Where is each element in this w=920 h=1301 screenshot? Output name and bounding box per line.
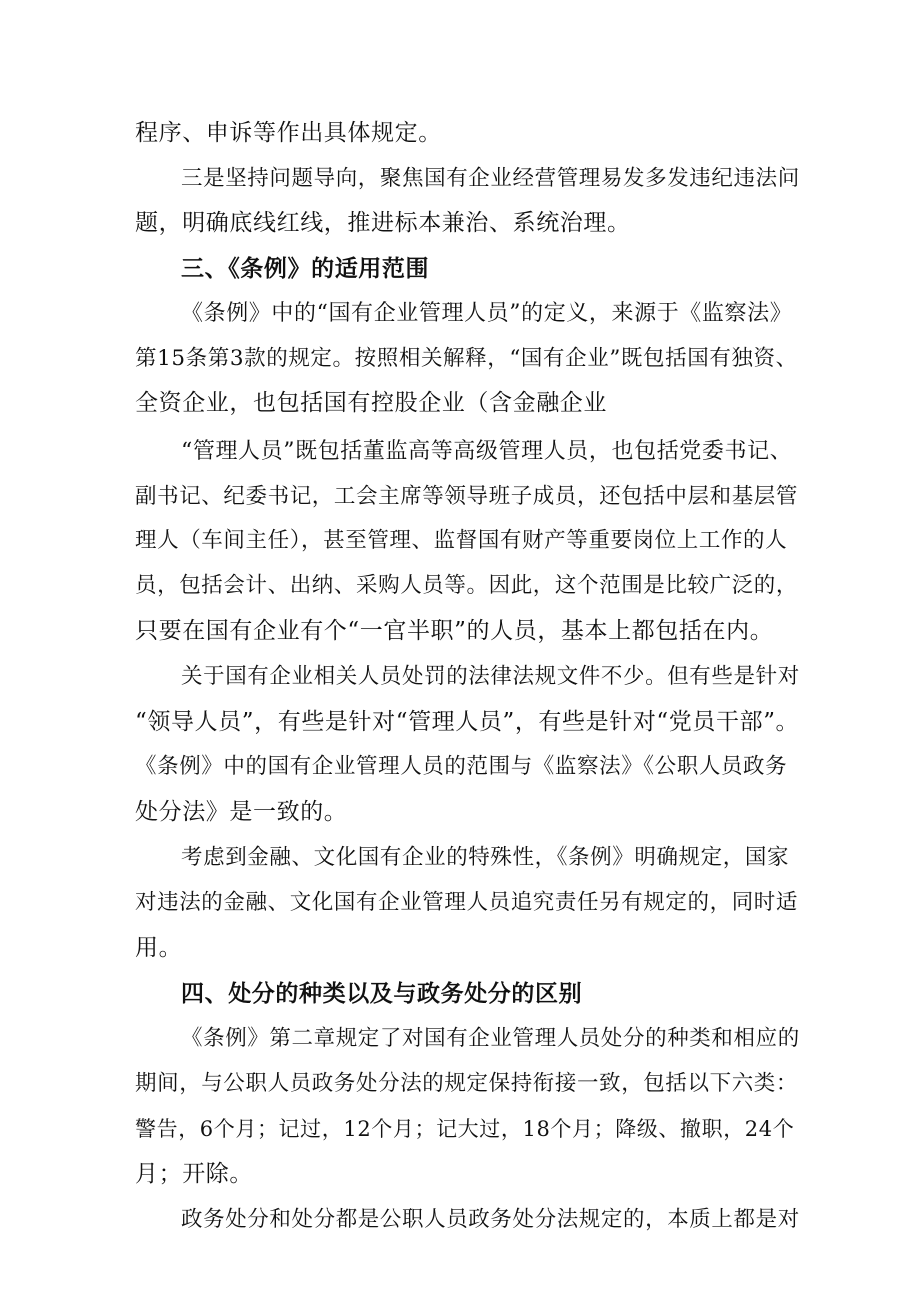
text-line: 《条例》中的“国有企业管理人员”的定义，来源于《监察法》 bbox=[181, 301, 793, 326]
text-line: 只要在国有企业有个“一官半职”的人员，基本上都包括在内。 bbox=[135, 618, 774, 644]
text-line: 程序、申诉等作出具体规定。 bbox=[135, 120, 442, 146]
text-line: 题，明确底线红线，推进标本兼治、系统治理。 bbox=[135, 210, 631, 236]
text-line: 政务处分和处分都是公职人员政务处分法规定的，本质上都是对 bbox=[181, 1207, 800, 1232]
text-line: 《条例》中的国有企业管理人员的范围与《监察法》《公职人员政务 bbox=[135, 754, 788, 779]
text-line: 关于国有企业相关人员处罚的法律法规文件不少。但有些是针对 bbox=[181, 664, 800, 689]
text-line: 员，包括会计、出纳、采购人员等。因此，这个范围是比较广泛的， bbox=[135, 573, 799, 598]
text-line: 用。 bbox=[135, 935, 183, 961]
text-line: 三是坚持问题导向，聚焦国有企业经营管理易发多发违纪违法问 bbox=[181, 166, 800, 191]
text-line: “管理人员”既包括董监高等高级管理人员，也包括党委书记、 bbox=[181, 439, 793, 464]
section-heading: 三、《条例》的适用范围 bbox=[181, 256, 430, 282]
text-line: 警告，6个月；记过，12个月；记大过，18个月；降级、撤职，24个 bbox=[135, 1117, 795, 1141]
text-line: 处分法》是一致的。 bbox=[135, 799, 348, 825]
text-line: “领导人员”，有些是针对“管理人员”，有些是针对“党员干部”。 bbox=[135, 709, 800, 735]
text-line: 考虑到金融、文化国有企业的特殊性，《条例》明确规定，国家 bbox=[181, 845, 790, 870]
text-line: 对违法的金融、文化国有企业管理人员追究责任另有规定的，同时适 bbox=[135, 890, 799, 915]
text-line: 第15条第3款的规定。按照相关解释，“国有企业”既包括国有独资、 bbox=[135, 346, 798, 371]
section-heading: 四、处分的种类以及与政务处分的区别 bbox=[181, 981, 583, 1007]
text-line: 《条例》第二章规定了对国有企业管理人员处分的种类和相应的 bbox=[181, 1026, 800, 1051]
text-line: 期间，与公职人员政务处分法的规定保持衔接一致，包括以下六类： bbox=[135, 1071, 799, 1096]
text-line: 副书记、纪委书记，工会主席等领导班子成员，还包括中层和基层管 bbox=[135, 484, 799, 509]
text-line: 理人（车间主任），甚至管理、监督国有财产等重要岗位上工作的人 bbox=[135, 528, 788, 553]
text-line: 月；开除。 bbox=[135, 1161, 253, 1187]
text-line: 全资企业，也包括国有控股企业（含金融企业 bbox=[135, 390, 607, 416]
